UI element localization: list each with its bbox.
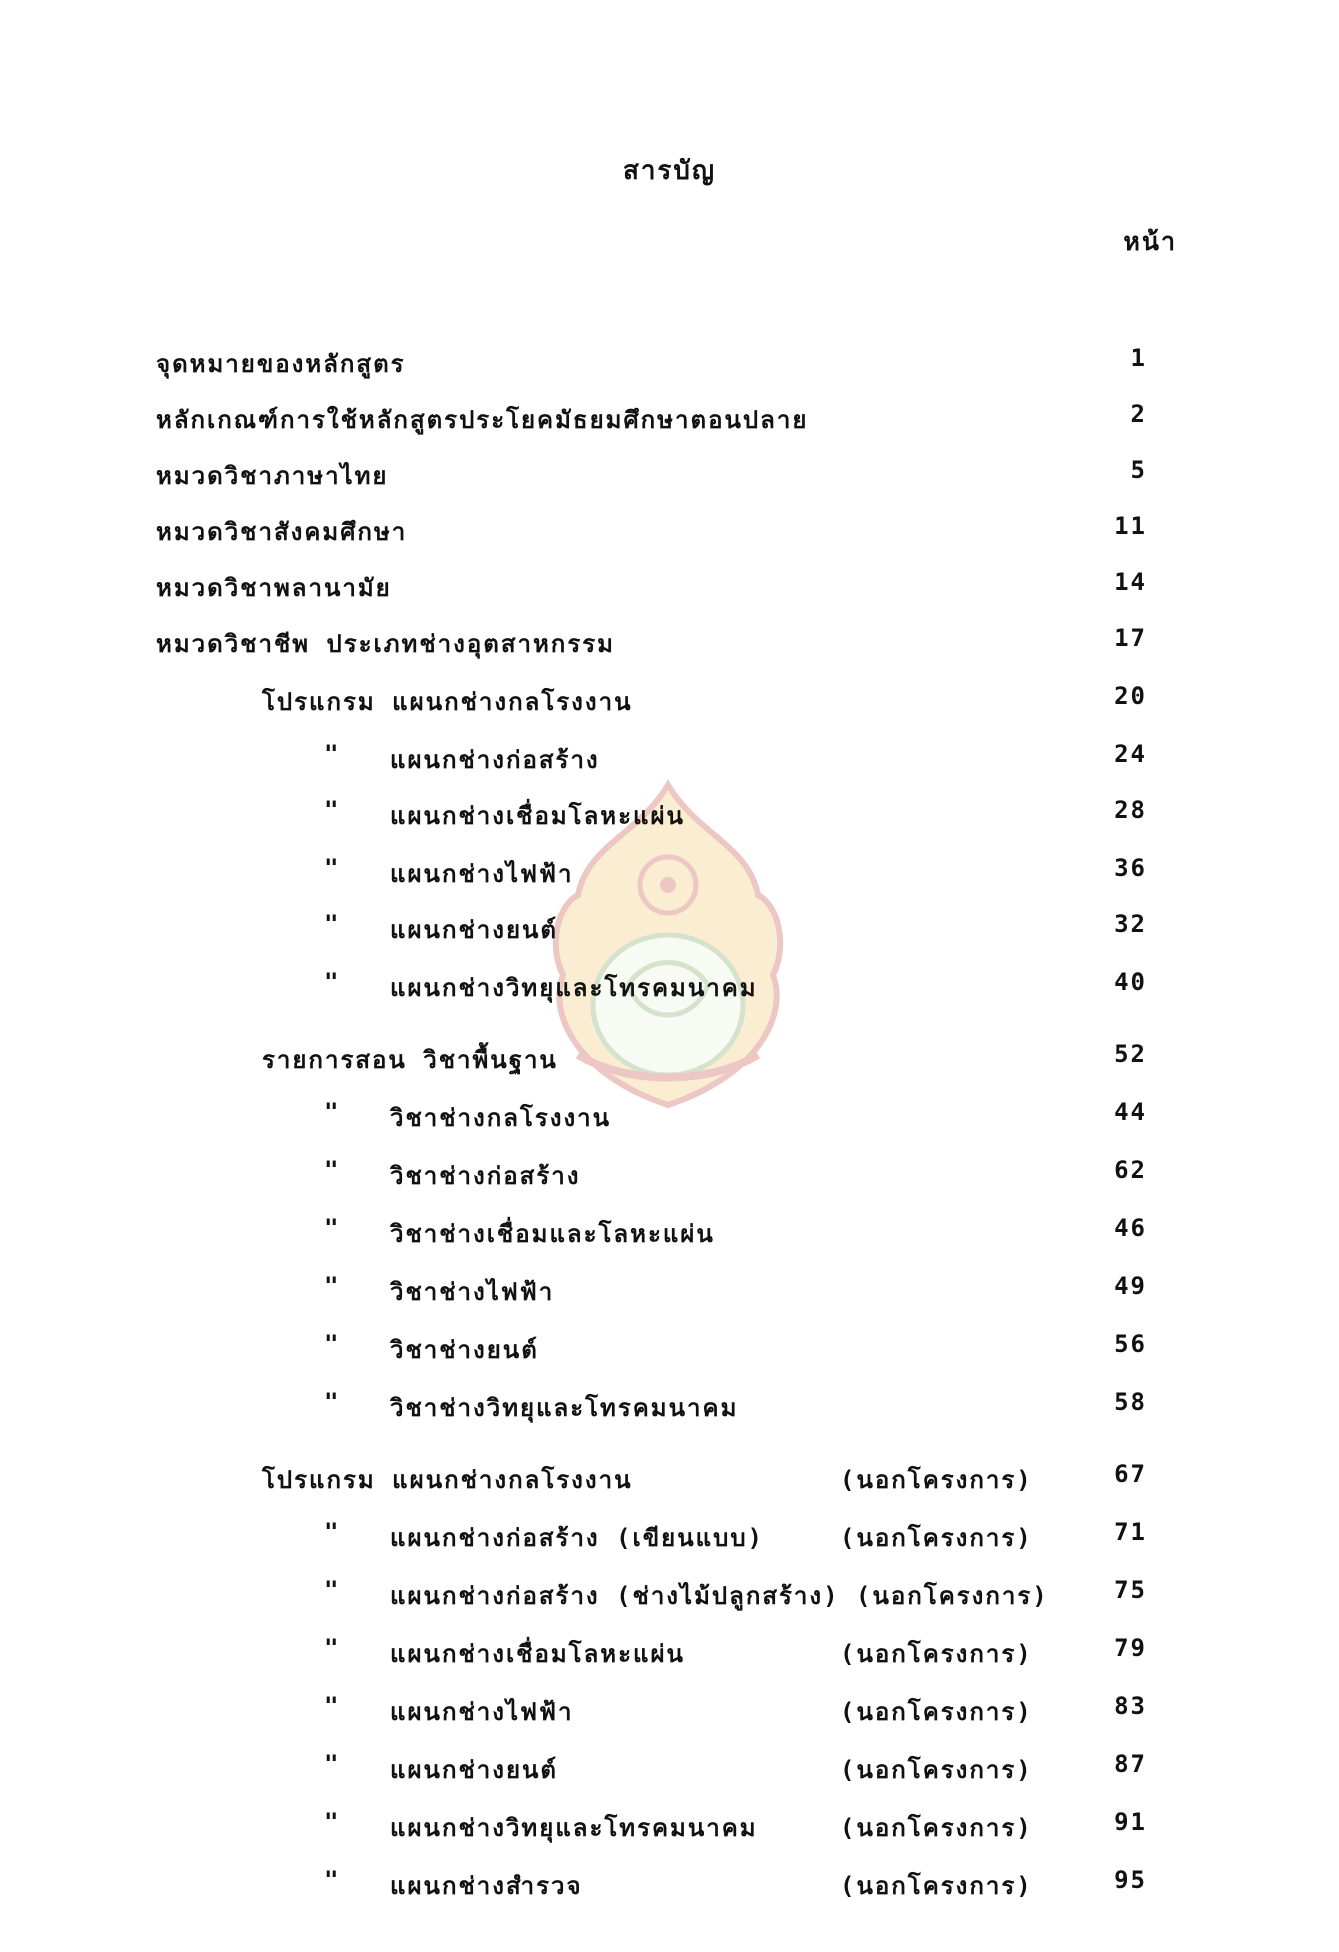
toc-entry-page-number: 58 — [1114, 1388, 1147, 1416]
toc-entry-title: แผนกช่างวิทยุและโทรคมนาคม — [390, 974, 758, 1002]
toc-entry — [0, 1152, 1339, 1192]
toc-entry — [0, 508, 1339, 548]
toc-entry-title: แผนกช่างก่อสร้าง — [390, 746, 600, 774]
toc-entry-title: แผนกช่างยนต์ — [390, 916, 559, 944]
toc-entry — [0, 1746, 1339, 1786]
page-title: สารบัญ — [622, 156, 717, 186]
toc-entry-title: รายการสอน วิชาพื้นฐาน — [262, 1046, 558, 1074]
toc-entry-note: (นอกโครงการ) — [840, 1466, 1033, 1494]
toc-entry — [0, 1036, 1339, 1076]
toc-entry-note: (นอกโครงการ) — [840, 1872, 1033, 1900]
ditto-mark: " — [324, 1098, 341, 1126]
ditto-mark: " — [324, 854, 341, 882]
toc-entry-page-number: 28 — [1114, 796, 1147, 824]
toc-entry — [0, 1688, 1339, 1728]
toc-entry-page-number: 67 — [1114, 1460, 1147, 1488]
toc-entry — [0, 1630, 1339, 1670]
toc-entry — [0, 906, 1339, 946]
toc-entry — [0, 340, 1339, 380]
toc-entry-note: (นอกโครงการ) — [840, 1640, 1033, 1668]
toc-entry — [0, 1456, 1339, 1496]
toc-entry-title: แผนกช่างยนต์ — [390, 1756, 559, 1784]
toc-entry-page-number: 62 — [1114, 1156, 1147, 1184]
toc-entry-title: แผนกช่างก่อสร้าง (ช่างไม้ปลูกสร้าง) (นอกโครงการ) — [390, 1582, 1049, 1610]
ditto-mark: " — [324, 1866, 341, 1894]
toc-entry — [0, 678, 1339, 718]
toc-entry — [0, 564, 1339, 604]
toc-entry — [0, 736, 1339, 776]
toc-entry-title: หมวดวิชาชีพ ประเภทช่างอุตสาหกรรม — [156, 630, 615, 658]
toc-entry-page-number: 44 — [1114, 1098, 1147, 1126]
toc-entry — [0, 620, 1339, 660]
toc-entry-page-number: 14 — [1114, 568, 1147, 596]
toc-entry-title: แผนกช่างวิทยุและโทรคมนาคม — [390, 1814, 758, 1842]
toc-entry-page-number: 95 — [1114, 1866, 1147, 1894]
toc-entry-page-number: 1 — [1130, 344, 1147, 372]
toc-entry — [0, 1384, 1339, 1424]
toc-entry-page-number: 40 — [1114, 968, 1147, 996]
toc-entry-page-number: 49 — [1114, 1272, 1147, 1300]
toc-entry-title: วิชาช่างไฟฟ้า — [390, 1278, 555, 1306]
toc-entry-title: โปรแกรม แผนกช่างกลโรงงาน — [262, 1466, 633, 1494]
toc-entry-title: จุดหมายของหลักสูตร — [156, 350, 406, 378]
toc-entry — [0, 1210, 1339, 1250]
ditto-mark: " — [324, 910, 341, 938]
toc-entry-page-number: 71 — [1114, 1518, 1147, 1546]
toc-entry-title: หมวดวิชาภาษาไทย — [156, 462, 389, 490]
toc-entry — [0, 1514, 1339, 1554]
toc-entry — [0, 1094, 1339, 1134]
ditto-mark: " — [324, 1156, 341, 1184]
toc-entry-page-number: 17 — [1114, 624, 1147, 652]
toc-entry-note: (นอกโครงการ) — [840, 1814, 1033, 1842]
toc-entry — [0, 1804, 1339, 1844]
toc-entry-title: แผนกช่างไฟฟ้า — [390, 860, 574, 888]
toc-entry — [0, 1326, 1339, 1366]
ditto-mark: " — [324, 1272, 341, 1300]
ditto-mark: " — [324, 968, 341, 996]
ditto-mark: " — [324, 1518, 341, 1546]
toc-entry-page-number: 56 — [1114, 1330, 1147, 1358]
toc-entry-title: แผนกช่างเชื่อมโลหะแผ่น — [390, 1640, 685, 1668]
ditto-mark: " — [324, 1692, 341, 1720]
ditto-mark: " — [324, 1388, 341, 1416]
ditto-mark: " — [324, 796, 341, 824]
toc-entry — [0, 1268, 1339, 1308]
toc-entry — [0, 1862, 1339, 1902]
toc-entry-page-number: 83 — [1114, 1692, 1147, 1720]
toc-entry-title: วิชาช่างวิทยุและโทรคมนาคม — [390, 1394, 739, 1422]
toc-entry — [0, 396, 1339, 436]
toc-entry-page-number: 75 — [1114, 1576, 1147, 1604]
toc-entry-title: แผนกช่างก่อสร้าง (เขียนแบบ) — [390, 1524, 764, 1552]
toc-entry-title: แผนกช่างไฟฟ้า — [390, 1698, 574, 1726]
toc-entry-page-number: 20 — [1114, 682, 1147, 710]
toc-entry-title: หมวดวิชาพลานามัย — [156, 574, 392, 602]
toc-entry-title: หลักเกณฑ์การใช้หลักสูตรประโยคมัธยมศึกษาตอนปลาย — [156, 406, 809, 434]
toc-entry-page-number: 36 — [1114, 854, 1147, 882]
ditto-mark: " — [324, 1214, 341, 1242]
toc-entry-page-number: 87 — [1114, 1750, 1147, 1778]
toc-entry-note: (นอกโครงการ) — [840, 1524, 1033, 1552]
toc-entry-note: (นอกโครงการ) — [840, 1698, 1033, 1726]
toc-entry-title: แผนกช่างสำรวจ — [390, 1872, 583, 1900]
toc-entry — [0, 964, 1339, 1004]
toc-entry-title: วิชาช่างเชื่อมและโลหะแผ่น — [390, 1220, 715, 1248]
toc-entry-title: หมวดวิชาสังคมศึกษา — [156, 518, 408, 546]
ditto-mark: " — [324, 1750, 341, 1778]
toc-entry-note: (นอกโครงการ) — [840, 1756, 1033, 1784]
toc-entry-title: แผนกช่างเชื่อมโลหะแผ่น — [390, 802, 685, 830]
page-column-header: หน้า — [1123, 227, 1177, 256]
toc-entry-title: วิชาช่างยนต์ — [390, 1336, 539, 1364]
ditto-mark: " — [324, 1330, 341, 1358]
toc-entry-page-number: 24 — [1114, 740, 1147, 768]
toc-entry-title: วิชาช่างกลโรงงาน — [390, 1104, 612, 1132]
toc-entry-page-number: 52 — [1114, 1040, 1147, 1068]
toc-entry — [0, 792, 1339, 832]
toc-entry-page-number: 11 — [1114, 512, 1147, 540]
toc-entry — [0, 1572, 1339, 1612]
ditto-mark: " — [324, 1576, 341, 1604]
toc-entry — [0, 452, 1339, 492]
toc-entry-page-number: 2 — [1130, 400, 1147, 428]
toc-entry-title: วิชาช่างก่อสร้าง — [390, 1162, 581, 1190]
toc-entry — [0, 850, 1339, 890]
ditto-mark: " — [324, 1634, 341, 1662]
ditto-mark: " — [324, 740, 341, 768]
toc-entry-page-number: 91 — [1114, 1808, 1147, 1836]
toc-entry-page-number: 5 — [1130, 456, 1147, 484]
toc-entry-page-number: 46 — [1114, 1214, 1147, 1242]
ditto-mark: " — [324, 1808, 341, 1836]
toc-entry-page-number: 79 — [1114, 1634, 1147, 1662]
toc-entry-title: โปรแกรม แผนกช่างกลโรงงาน — [262, 688, 633, 716]
toc-entry-page-number: 32 — [1114, 910, 1147, 938]
